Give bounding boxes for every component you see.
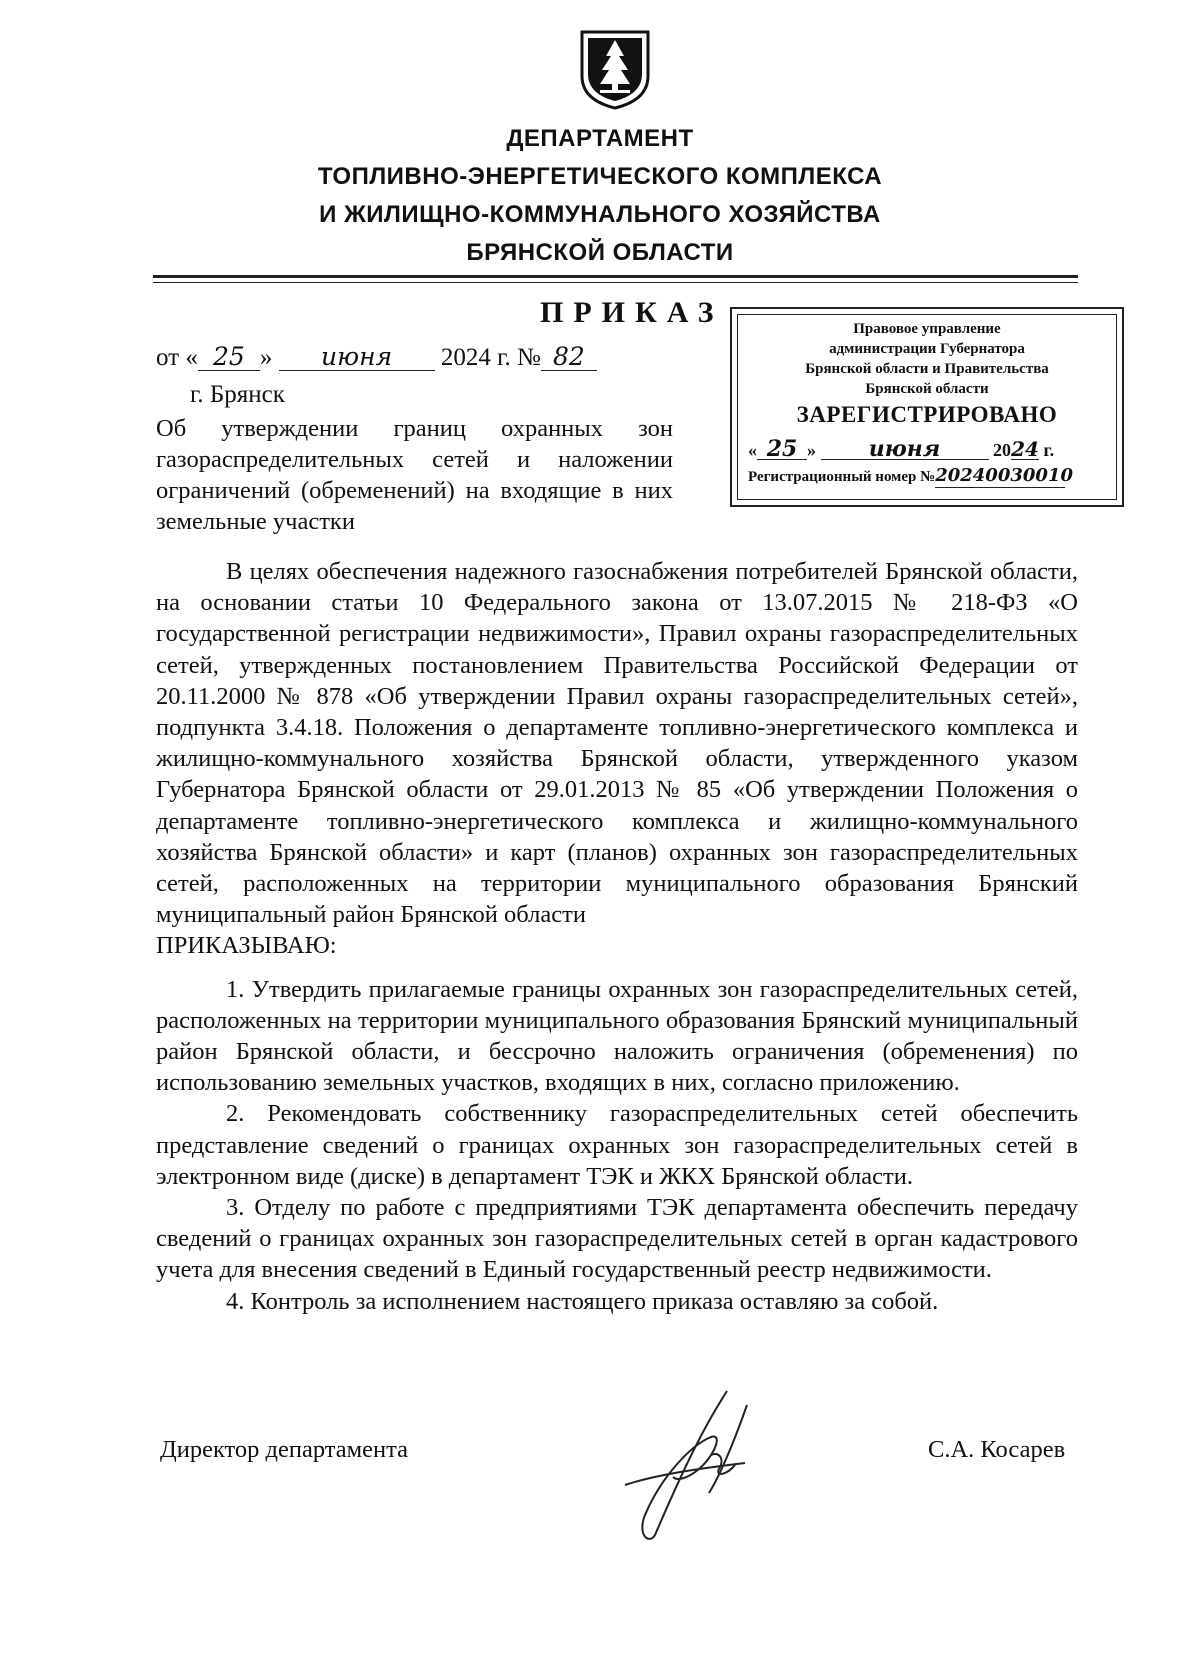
header-line: БРЯНСКОЙ ОБЛАСТИ [466, 239, 734, 266]
number-prefix: № [517, 344, 541, 371]
order-item: 3. Отделу по работе с предприятиями ТЭК департамента обеспечить передачу сведений о границах охранных зон газораспределительных сетей в орган кадастрового учета для внесения сведений в Единый государственный реестр недвижимости. [156, 1194, 1078, 1284]
order-month: июня [279, 342, 435, 371]
header-divider [153, 275, 1078, 278]
handwritten-signature [615, 1385, 795, 1545]
stamp-line: администрации Губернатора [829, 341, 1025, 357]
stamp-quote-close: » [807, 440, 816, 460]
order-number: 82 [541, 342, 597, 371]
date-prefix: от « [156, 344, 198, 371]
header-line: ДЕПАРТАМЕНТ [506, 125, 694, 152]
stamp-reg-label: Регистрационный номер № [748, 469, 936, 485]
stamp-year-end: г. [1043, 440, 1055, 460]
stamp-line: Правовое управление [853, 321, 1001, 337]
order-item: 1. Утвердить прилагаемые границы охранных зон газораспределительных сетей, расположенных на территории муниципального образования Брянский муниципальный район Брянской области, и бессрочно наложить ограничения (обременения) по использованию земельных участков, входящих в них, согласно приложению. [156, 975, 1078, 1097]
order-body [156, 556, 1078, 1317]
header-divider-thin [153, 282, 1078, 283]
order-title: ПРИКАЗ [540, 296, 724, 329]
registration-stamp [730, 307, 1124, 507]
order-day: 25 [198, 342, 260, 371]
stamp-day: 25 [757, 437, 807, 460]
stamp-month: июня [821, 437, 989, 460]
stamp-line: Брянской области и Правительства [805, 361, 1049, 377]
order-item: 2. Рекомендовать собственнику газораспределительных сетей обеспечить представление сведений о границах охранных зон газораспределительных сетей в электронном виде (диске) в департамент ТЭК и ЖКХ Брянской области. [156, 1100, 1078, 1190]
order-subject: Об утверждении границ охранных зон газораспределительных сетей и наложении ограничений (обременений) на входящие в них земельные участки [156, 415, 673, 535]
header-line: ТОПЛИВНО-ЭНЕРГЕТИЧЕСКОГО КОМПЛЕКСА [317, 163, 883, 190]
decree-word: ПРИКАЗЫВАЮ: [156, 932, 337, 960]
coat-of-arms-icon [578, 30, 652, 110]
stamp-quote-open: « [748, 440, 757, 460]
stamp-reg-number: 20240030010 [935, 465, 1073, 486]
order-city: г. Брянск [190, 381, 285, 408]
stamp-year-prefix: 20 [993, 440, 1011, 460]
stamp-date [748, 437, 1116, 462]
order-item: 4. Контроль за исполнением настоящего приказа оставляю за собой. [226, 1287, 939, 1315]
date-mid: » [259, 344, 273, 371]
department-header [180, 120, 1020, 272]
stamp-year-suffix: 24 [1011, 437, 1039, 461]
order-date-line [156, 342, 597, 373]
stamp-line: Брянской области [865, 381, 989, 397]
order-year: 2024 г. [440, 344, 511, 371]
header-line: И ЖИЛИЩНО-КОММУНАЛЬНОГО ХОЗЯЙСТВА [319, 201, 881, 228]
signatory-name: С.А. Косарев [928, 1436, 1066, 1463]
stamp-reg [748, 465, 1116, 488]
signatory-position: Директор департамента [160, 1436, 409, 1463]
stamp-status: ЗАРЕГИСТРИРОВАНО [796, 402, 1058, 427]
preamble-paragraph: В целях обеспечения надежного газоснабжения потребителей Брянской области, на основании статьи 10 Федерального закона от 13.07.2015 № 218-ФЗ «О государственной регистрации недвижимости», Правил охраны газораспределительных сетей, утвержденных постановлением Правительства Российской Федерации от 20.11.2000 № 878 «Об утверждении Правил охраны газораспределительных сетей», подпункта 3.4.18. Положения о департаменте топливно-энергетического комплекса и жилищно-коммунального хозяйства Брянской области, утвержденного указом Губернатора Брянской области от 29.01.2013 № 85 «Об утверждении Положения о департаменте топливно-энергетического комплекса и жилищно-коммунального хозяйства Брянской области» и карт (планов) охранных зон газораспределительных сетей, расположенных на территории муниципального образования Брянский муниципальный район Брянской области [156, 558, 1078, 929]
